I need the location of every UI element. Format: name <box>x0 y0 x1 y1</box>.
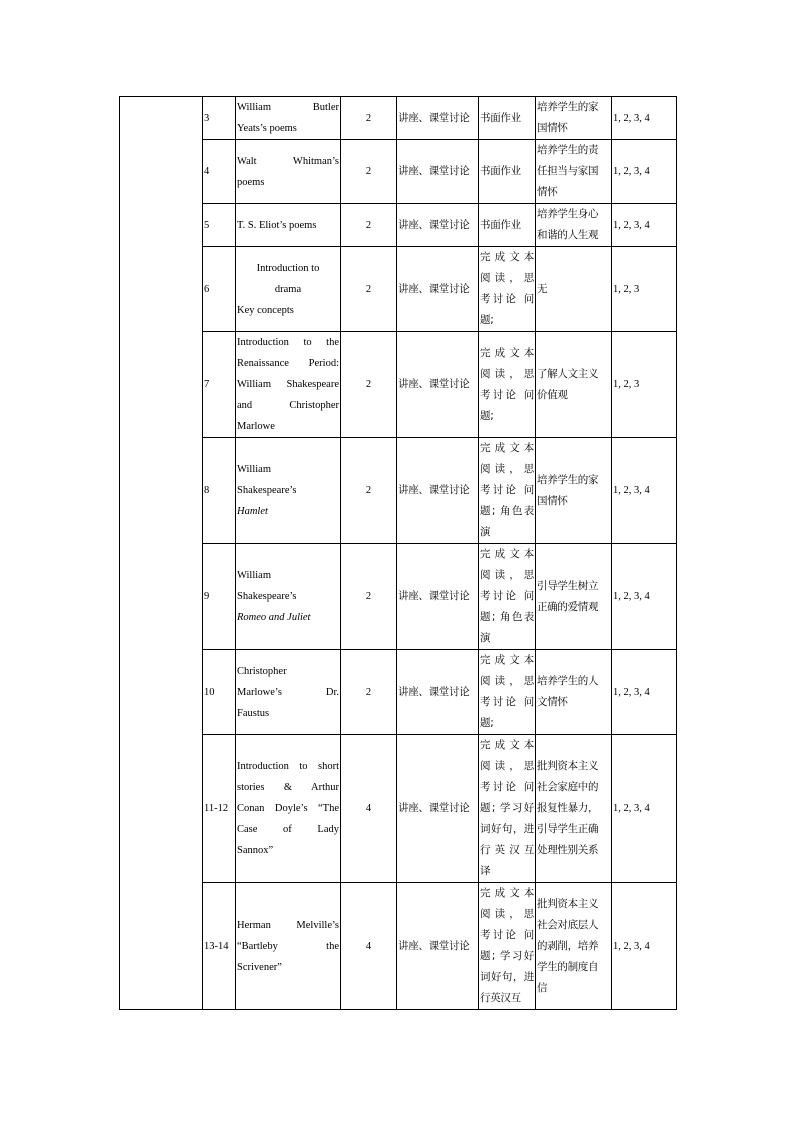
homework-line: 完成文本 <box>480 346 534 359</box>
topic-line: Walt Whitman’s <box>237 155 339 167</box>
goal-line: 批判资本主义 <box>537 897 599 910</box>
table-row <box>120 332 677 438</box>
topic-line: Hamlet <box>237 506 268 517</box>
homework-cell <box>479 438 536 544</box>
topic-line: stories & Arthur <box>237 782 339 793</box>
homework-line: 题; <box>480 314 494 326</box>
topic-cell <box>236 650 341 735</box>
homework-cell <box>479 544 536 650</box>
goal-cell <box>536 883 612 1010</box>
topic-line: William <box>237 570 271 581</box>
table-row <box>120 247 677 332</box>
course-schedule-table <box>119 96 677 1010</box>
topic-cell <box>236 438 341 544</box>
goal-cell <box>536 97 612 140</box>
hours-cell: 2 <box>341 204 397 247</box>
goal-line: 的剥削，培养 <box>537 939 599 952</box>
goal-line: 培养学生的责 <box>537 144 599 156</box>
topic-line: William <box>237 464 271 475</box>
homework-line: 题; <box>480 717 494 729</box>
goal-line: 无 <box>537 282 548 295</box>
hours-cell: 2 <box>341 438 397 544</box>
goal-line: 国情怀 <box>537 494 568 507</box>
topic-line: Romeo and Juliet <box>237 612 311 623</box>
topic-line: “Bartleby the <box>237 940 339 952</box>
homework-cell <box>479 97 536 140</box>
objectives-cell: 1, 2, 3, 4 <box>612 140 677 204</box>
topic-line: Yeats’s poems <box>237 123 297 134</box>
goal-cell <box>536 140 612 204</box>
goal-line: 正确的爱情观 <box>537 600 599 613</box>
hours-cell: 2 <box>341 332 397 438</box>
goal-line: 了解人文主义 <box>537 367 599 380</box>
homework-line: 阅读，思 <box>480 463 534 475</box>
table-row <box>120 97 677 140</box>
schedule-body <box>120 97 677 1010</box>
homework-cell <box>479 204 536 247</box>
topic-cell <box>236 247 341 332</box>
homework-line: 题; 学习好 <box>480 802 534 814</box>
topic-line: poems <box>237 176 265 188</box>
goal-line: 培养学生的家 <box>537 473 599 486</box>
homework-line: 书面作业 <box>480 165 521 177</box>
topic-line: William Shakespeare <box>237 379 339 390</box>
homework-line: 完成文本 <box>480 887 534 899</box>
homework-line: 阅读，思 <box>480 908 534 920</box>
objectives-cell: 1, 2, 3, 4 <box>612 97 677 140</box>
topic-cell <box>236 883 341 1010</box>
goal-line: 培养学生的人 <box>537 675 599 687</box>
objectives-cell: 1, 2, 3, 4 <box>612 438 677 544</box>
goal-line: 任担当与家国 <box>537 165 599 177</box>
method-cell: 讲座、课堂讨论 <box>397 332 479 438</box>
hours-cell: 2 <box>341 650 397 735</box>
table-row <box>120 544 677 650</box>
topic-cell <box>236 140 341 204</box>
topic-line: Conan Doyle’s “The <box>237 803 339 814</box>
homework-cell <box>479 332 536 438</box>
objectives-cell: 1, 2, 3, 4 <box>612 544 677 650</box>
objectives-cell: 1, 2, 3 <box>612 247 677 332</box>
hours-cell: 4 <box>341 735 397 883</box>
goal-line: 培养学生身心 <box>537 208 599 220</box>
method-cell: 讲座、课堂讨论 <box>397 735 479 883</box>
topic-line: Shakespeare’s <box>237 591 297 602</box>
homework-line: 阅读，思 <box>480 675 534 687</box>
week-cell: 9 <box>203 544 236 650</box>
topic-line: Christopher <box>237 665 287 677</box>
table-row <box>120 140 677 204</box>
homework-cell <box>479 883 536 1010</box>
objectives-cell: 1, 2, 3, 4 <box>612 650 677 735</box>
homework-line: 题; 角色表 <box>480 611 534 623</box>
homework-line: 考讨论 问 <box>480 696 534 708</box>
hours-cell: 2 <box>341 544 397 650</box>
week-cell: 11-12 <box>203 735 236 883</box>
goal-line: 社会家庭中的 <box>537 781 599 793</box>
goal-cell <box>536 438 612 544</box>
homework-line: 考讨论 问 <box>480 781 534 793</box>
method-cell: 讲座、课堂讨论 <box>397 97 479 140</box>
topic-line: Introduction to short <box>237 761 339 772</box>
homework-line: 阅读，思 <box>480 569 534 581</box>
method-cell: 讲座、课堂讨论 <box>397 140 479 204</box>
homework-cell <box>479 650 536 735</box>
homework-line: 题; 学习好 <box>480 950 534 962</box>
topic-line: Introduction to the <box>237 337 339 348</box>
homework-cell <box>479 247 536 332</box>
homework-line: 完成文本 <box>480 442 534 454</box>
homework-line: 阅读，思 <box>480 272 534 284</box>
homework-cell <box>479 735 536 883</box>
topic-line: and Christopher <box>237 400 339 411</box>
topic-cell <box>236 735 341 883</box>
hours-cell: 4 <box>341 883 397 1010</box>
objectives-cell: 1, 2, 3 <box>612 332 677 438</box>
goal-line: 批判资本主义 <box>537 760 599 772</box>
homework-line: 演 <box>480 632 491 644</box>
objectives-cell: 1, 2, 3, 4 <box>612 735 677 883</box>
homework-line: 阅读，思 <box>480 367 534 380</box>
goal-line: 培养学生的家 <box>537 101 599 113</box>
goal-line: 国情怀 <box>537 122 568 134</box>
week-cell: 10 <box>203 650 236 735</box>
goal-cell <box>536 204 612 247</box>
topic-line: Marlowe’s Dr. <box>237 686 339 698</box>
homework-line: 演 <box>480 526 491 538</box>
homework-cell <box>479 140 536 204</box>
method-cell: 讲座、课堂讨论 <box>397 247 479 332</box>
homework-line: 行英汉互 <box>480 844 534 856</box>
topic-line: William Butler <box>237 102 339 113</box>
method-cell: 讲座、课堂讨论 <box>397 650 479 735</box>
topic-line: Renaissance Period: <box>237 358 339 369</box>
method-cell: 讲座、课堂讨论 <box>397 438 479 544</box>
topic-line: Scrivener” <box>237 961 282 973</box>
week-cell: 4 <box>203 140 236 204</box>
homework-line: 完成文本 <box>480 739 534 751</box>
hours-cell: 2 <box>341 97 397 140</box>
homework-line: 考讨论 问 <box>480 929 534 941</box>
topic-line: Introduction to <box>256 262 320 274</box>
goal-line: 引导学生正确 <box>537 823 599 835</box>
table-row <box>120 883 677 1010</box>
goal-line: 情怀 <box>537 186 558 198</box>
merged-category-cell <box>120 97 203 1010</box>
topic-line: Case of Lady <box>237 824 339 835</box>
week-cell: 5 <box>203 204 236 247</box>
topic-cell <box>236 332 341 438</box>
goal-line: 文情怀 <box>537 696 568 708</box>
goal-cell <box>536 332 612 438</box>
goal-cell <box>536 247 612 332</box>
topic-line: drama <box>274 283 302 295</box>
week-cell: 3 <box>203 97 236 140</box>
topic-line: Herman Melville’s <box>237 919 339 931</box>
goal-line: 和谐的人生观 <box>537 229 599 241</box>
method-cell: 讲座、课堂讨论 <box>397 204 479 247</box>
homework-line: 书面作业 <box>480 111 521 124</box>
topic-cell <box>236 544 341 650</box>
week-cell: 6 <box>203 247 236 332</box>
topic-line: Key concepts <box>237 304 294 316</box>
hours-cell: 2 <box>341 247 397 332</box>
goal-cell <box>536 650 612 735</box>
homework-line: 译 <box>480 865 491 877</box>
method-cell: 讲座、课堂讨论 <box>397 883 479 1010</box>
homework-line: 书面作业 <box>480 218 521 231</box>
table-row <box>120 204 677 247</box>
hours-cell: 2 <box>341 140 397 204</box>
homework-line: 题; <box>480 409 494 422</box>
goal-line: 引导学生树立 <box>537 579 599 592</box>
goal-line: 学生的制度自 <box>537 960 599 973</box>
week-cell: 7 <box>203 332 236 438</box>
table-row <box>120 438 677 544</box>
goal-line: 价值观 <box>537 388 568 401</box>
objectives-cell: 1, 2, 3, 4 <box>612 204 677 247</box>
table-row <box>120 735 677 883</box>
goal-line: 社会对底层人 <box>537 918 599 931</box>
homework-line: 考讨论 问 <box>480 293 534 305</box>
week-cell: 8 <box>203 438 236 544</box>
table-row <box>120 650 677 735</box>
week-cell: 13-14 <box>203 883 236 1010</box>
homework-line: 行英汉互 <box>480 992 521 1004</box>
homework-line: 考讨论 问 <box>480 590 534 602</box>
goal-line: 处理性别关系 <box>537 844 599 856</box>
goal-line: 信 <box>537 981 548 994</box>
topic-cell <box>236 204 341 247</box>
homework-line: 词好句，进 <box>480 971 534 983</box>
topic-line: Sannox” <box>237 845 274 856</box>
topic-line: Shakespeare’s <box>237 485 297 496</box>
topic-line: Marlowe <box>237 421 275 432</box>
homework-line: 考讨论 问 <box>480 484 534 496</box>
objectives-cell: 1, 2, 3, 4 <box>612 883 677 1010</box>
homework-line: 完成文本 <box>480 251 534 263</box>
goal-cell <box>536 544 612 650</box>
homework-line: 完成文本 <box>480 654 534 666</box>
homework-line: 考讨论 问 <box>480 388 534 401</box>
topic-line: Faustus <box>237 707 270 719</box>
topic-line: T. S. Eliot’s poems <box>237 219 317 231</box>
goal-line: 报复性暴力， <box>537 802 599 814</box>
goal-cell <box>536 735 612 883</box>
homework-line: 阅读，思 <box>480 760 534 772</box>
method-cell: 讲座、课堂讨论 <box>397 544 479 650</box>
homework-line: 完成文本 <box>480 548 534 560</box>
homework-line: 题; 角色表 <box>480 505 534 517</box>
homework-line: 词好句，进 <box>480 823 534 835</box>
topic-cell <box>236 97 341 140</box>
